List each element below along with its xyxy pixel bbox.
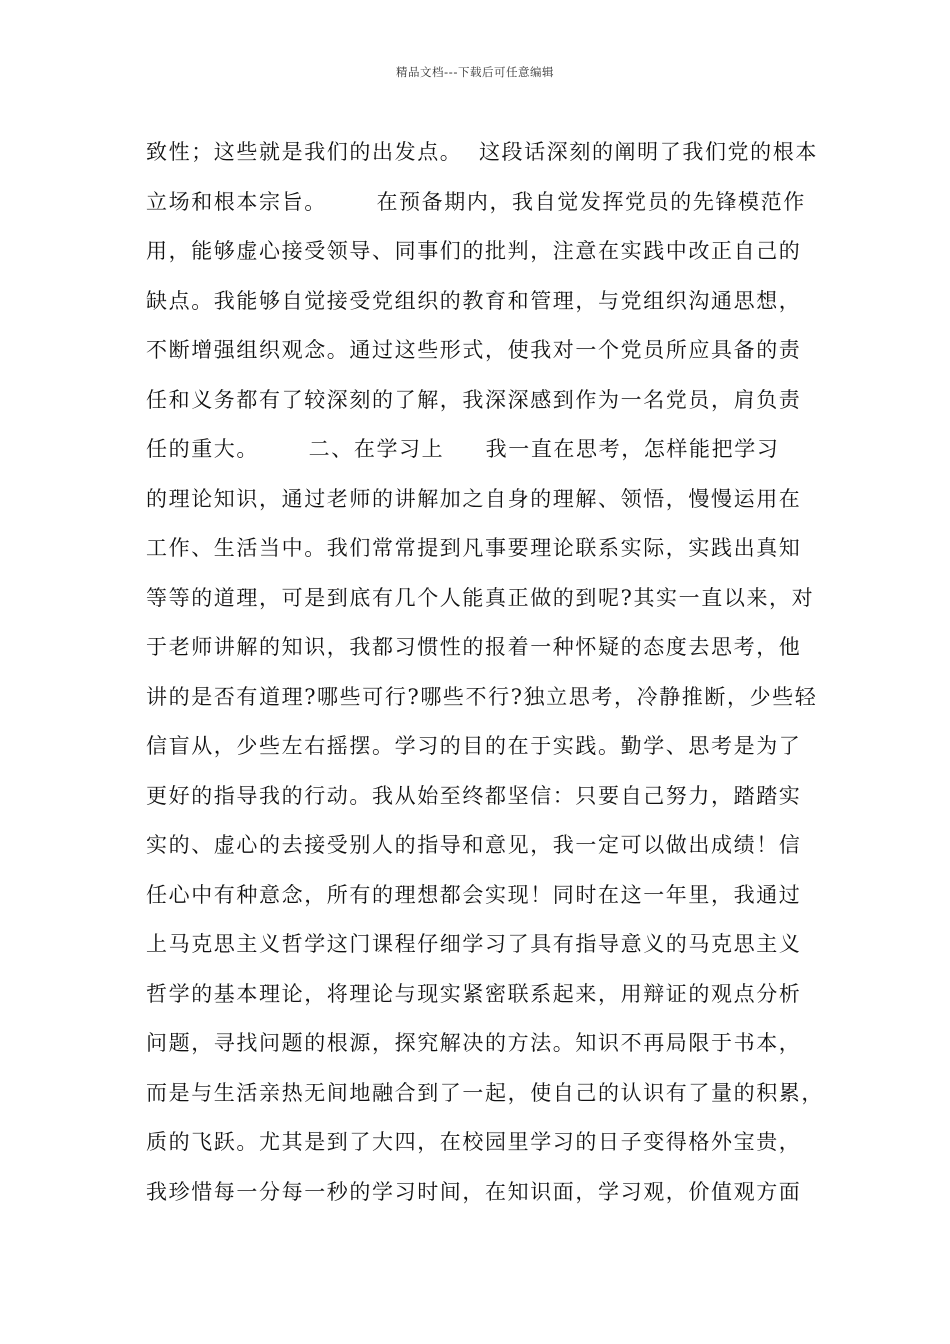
text-line: 工作、生活当中。我们常常提到凡事要理论联系实际，实践出真知 — [146, 536, 802, 560]
text-line: 任和义务都有了较深刻的了解，我深深感到作为一名党员，肩负责 — [146, 387, 802, 412]
text-line: 信盲从，少些左右摇摆。学习的目的在于实践。勤学、思考是为了 — [146, 734, 802, 758]
text-line: 立场和根本宗旨。 在预备期内，我自觉发挥党员的先锋模范作 — [146, 189, 806, 214]
text-line: 用，能够虚心接受领导、同事们的批判，注意在实践中改正自己的 — [146, 239, 802, 263]
text-line: 等等的道理，可是到底有几个人能真正做的到呢?其实一直以来，对 — [146, 585, 815, 610]
text-line: 的理论知识，通过老师的讲解加之自身的理解、领悟，慢慢运用在 — [146, 486, 802, 511]
text-line: 缺点。我能够自觉接受党组织的教育和管理，与党组织沟通思想， — [146, 288, 802, 313]
body-text — [146, 128, 826, 1217]
text-line: 致性；这些就是我们的出发点。 这段话深刻的阐明了我们党的根本 — [146, 140, 818, 164]
text-line: 实的、虚心的去接受别人的指导和意见，我一定可以做出成绩！信 — [146, 833, 802, 857]
text-line: 于老师讲解的知识，我都习惯性的报着一种怀疑的态度去思考，他 — [146, 635, 802, 659]
text-line: 讲的是否有道理?哪些可行?哪些不行?独立思考，冷静推断，少些轻 — [146, 684, 818, 709]
text-line: 任心中有种意念，所有的理想都会实现！同时在这一年里，我通过 — [146, 882, 802, 907]
text-line: 问题，寻找问题的根源，探究解决的方法。知识不再局限于书本， — [146, 1031, 802, 1055]
page-header: 精品文档---下载后可任意编辑 — [396, 65, 554, 79]
text-line: 质的飞跃。尤其是到了大四，在校园里学习的日子变得格外宝贵， — [146, 1130, 802, 1154]
text-line: 不断增强组织观念。通过这些形式，使我对一个党员所应具备的责 — [146, 338, 802, 362]
text-line: 哲学的基本理论，将理论与现实紧密联系起来，用辩证的观点分析 — [146, 981, 802, 1006]
text-line: 我珍惜每一分每一秒的学习时间，在知识面，学习观，价值观方面 — [146, 1179, 802, 1204]
text-line: 而是与生活亲热无间地融合到了一起，使自己的认识有了量的积累， — [146, 1080, 824, 1105]
text-line: 更好的指导我的行动。我从始至终都坚信：只要自己努力，踏踏实 — [146, 783, 802, 808]
text-line: 上马克思主义哲学这门课程仔细学习了具有指导意义的马克思主义 — [146, 932, 802, 956]
text-line: 任的重大。 二、在学习上 我一直在思考，怎样能把学习 — [146, 437, 780, 461]
